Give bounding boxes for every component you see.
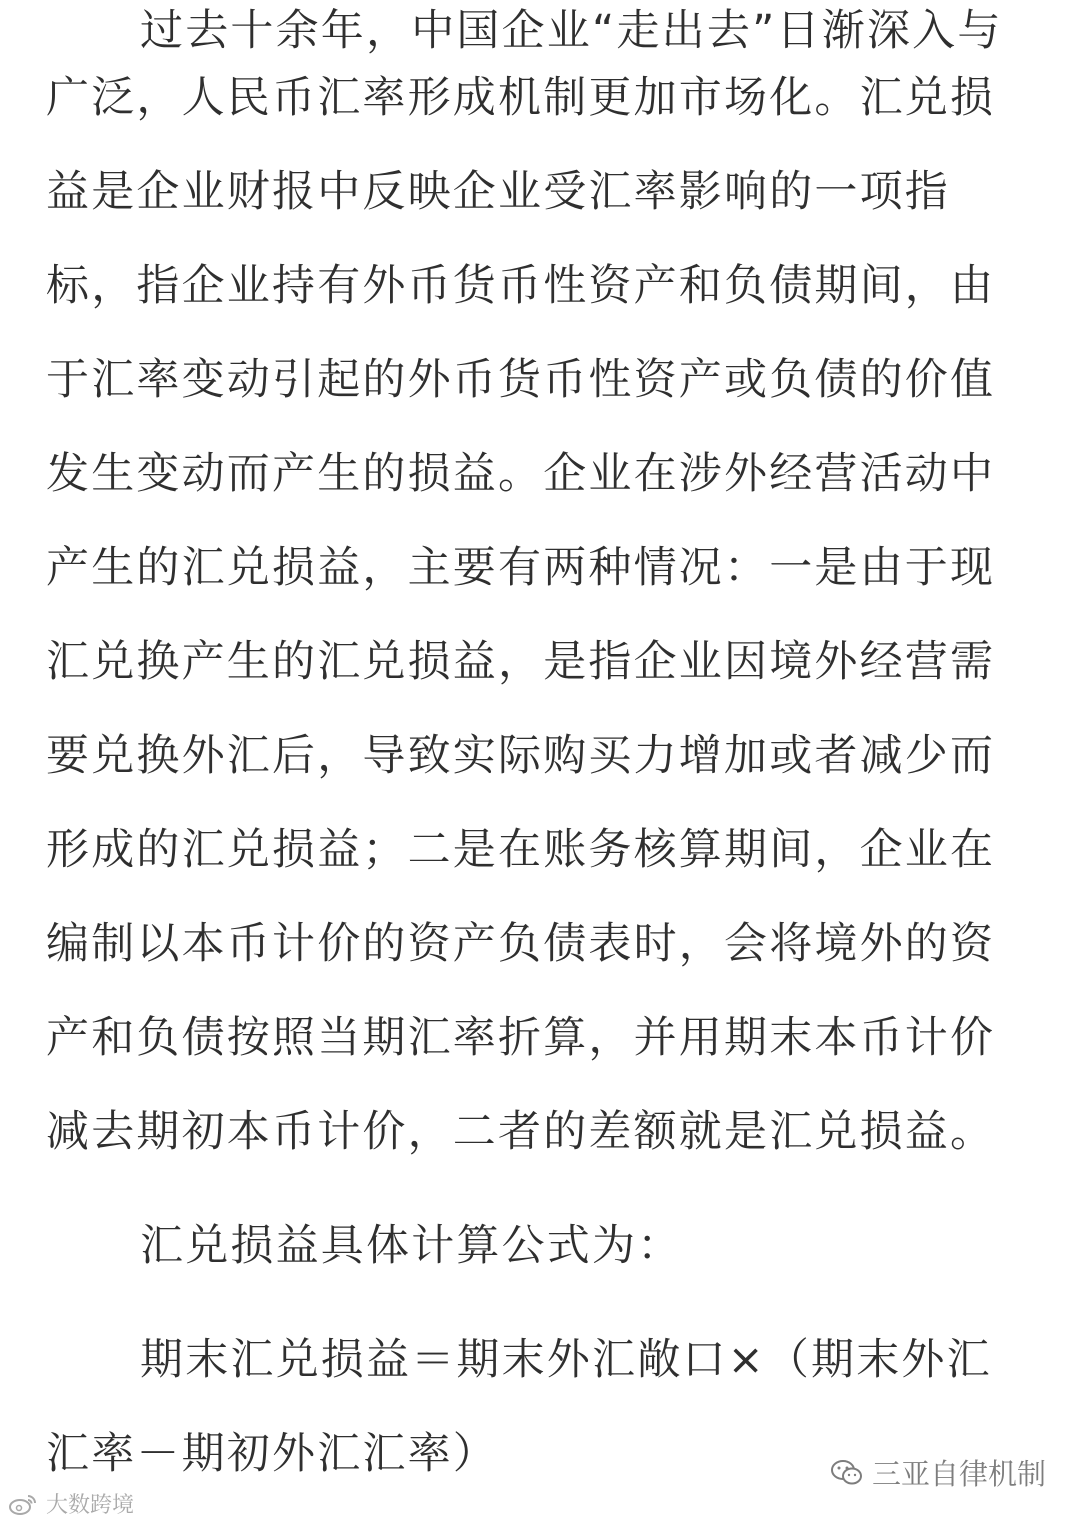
text-line: 形成的汇兑损益；二是在账务核算期间，企业在 [46, 825, 996, 875]
watermark-label: 大数跨境 [46, 1492, 135, 1517]
text-line: 广泛，人民币汇率形成机制更加市场化。汇兑损 [46, 73, 996, 123]
formula-line: 汇率－期初外汇汇率） [46, 1429, 498, 1479]
wechat-watermark [830, 1452, 1046, 1493]
paragraph-intro [46, 0, 1034, 1190]
text-line: 产和负债按照当期汇率折算，并用期末本币计价 [46, 1013, 996, 1063]
wechat-icon [830, 1458, 864, 1488]
text-line: 要兑换外汇后，导致实际购买力增加或者减少而 [46, 731, 996, 781]
text-line: 编制以本币计价的资产负债表时，会将境外的资 [46, 919, 996, 969]
text-line: 过去十余年，中国企业“走出去”日渐深入与 [140, 6, 1003, 56]
formula-line: 期末汇兑损益＝期末外汇敞口×（期末外汇 [140, 1335, 992, 1385]
text-line: 减去期初本币计价，二者的差额就是汇兑损益。 [46, 1107, 996, 1157]
text-line: 于汇率变动引起的外币货币性资产或负债的价值 [46, 355, 996, 405]
watermark-label: 三亚自律机制 [871, 1459, 1046, 1491]
text-line: 汇兑换产生的汇兑损益，是指企业因境外经营需 [46, 637, 996, 687]
weibo-icon [8, 1492, 38, 1516]
weibo-watermark [8, 1488, 134, 1519]
article-body [46, 0, 1034, 1512]
text-line: 汇兑损益具体计算公式为： [140, 1221, 683, 1271]
text-line: 益是企业财报中反映企业受汇率影响的一项指 [46, 167, 950, 217]
text-line: 产生的汇兑损益，主要有两种情况：一是由于现 [46, 543, 996, 593]
text-line: 标，指企业持有外币货币性资产和负债期间，由 [46, 261, 996, 311]
text-line: 发生变动而产生的损益。企业在涉外经营活动中 [46, 449, 996, 499]
paragraph-formula-intro [46, 1210, 1034, 1304]
